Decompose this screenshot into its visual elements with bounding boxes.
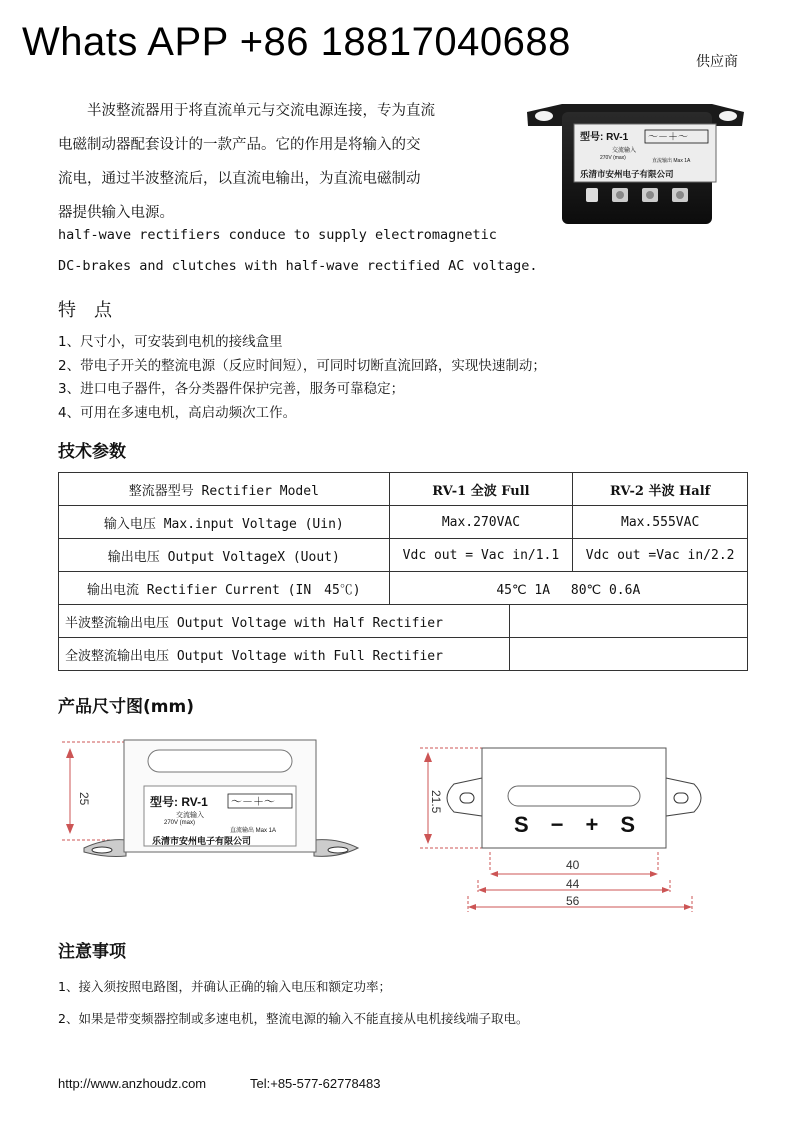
label-company: 乐清市安州电子有限公司 (580, 169, 674, 179)
intro-english-line1: half-wave rectifiers conduce to supply electromagnetic (58, 227, 497, 243)
intro-chinese (58, 94, 478, 230)
whatsapp-contact: Whats APP +86 18817040688 (22, 20, 571, 64)
table-cell (510, 638, 748, 671)
label-dc-output: 直流输出 Max 1A (652, 158, 691, 164)
footer-website-link[interactable]: http://www.anzhoudz.com (58, 1076, 207, 1091)
feature-item: 4、可用在多速电机，高启动频次工作。 (58, 404, 297, 421)
product-photo (522, 92, 747, 232)
notes-title: 注意事项 (58, 942, 126, 962)
dim-width-56: 56 (566, 894, 580, 908)
table-row (59, 605, 748, 638)
table-cell: 全波整流输出电压 Output Voltage with Full Rectifier (59, 638, 510, 671)
dim-width-40: 40 (566, 858, 580, 872)
table-cell: 输出电流 Rectifier Current (IN 45℃) (59, 572, 390, 605)
drawing-label-ac-voltage: 270V (max) (164, 820, 196, 826)
intro-english-line2: DC-brakes and clutches with half-wave rectified AC voltage. (58, 258, 538, 274)
dim-height-right: 21.5 (429, 790, 443, 814)
intro-cn-line: 器提供输入电源。 (58, 205, 174, 221)
label-ac-voltage: 270V (max) (600, 155, 626, 161)
feature-item: 2、带电子开关的整流电源（反应时间短），可同时切断直流回路，实现快速制动； (58, 357, 546, 374)
footer-phone: Tel:+85-577-62778483 (250, 1076, 381, 1091)
label-model: 型号: RV-1 (580, 132, 629, 143)
specs-table (58, 472, 748, 671)
feature-item: 1、尺寸小，可安装到电机的接线盒里 (58, 334, 283, 350)
table-cell: RV-2 半波 Half (573, 473, 748, 506)
table-row (59, 572, 748, 605)
drawing-label-terminals: ～－＋～ (231, 796, 275, 808)
specs-title: 技术参数 (58, 442, 126, 462)
table-cell: Vdc out = Vac in/1.1 (389, 539, 573, 572)
table-row (59, 473, 748, 506)
terminal-symbols: S − + S (514, 812, 636, 837)
feature-item: 3、进口电子器件，各分类器件保护完善，服务可靠稳定； (58, 381, 405, 397)
table-row (59, 638, 748, 671)
table-cell (510, 605, 748, 638)
label-ac-input: 交流输入 (612, 148, 637, 154)
intro-cn-line: 电磁制动器配套设计的一款产品。它的作用是将输入的交 (58, 137, 421, 153)
drawing-label-ac-input: 交流输入 (176, 812, 204, 819)
intro-cn-line: 流电，通过半波整流后，以直流电输出，为直流电磁制动 (58, 171, 421, 187)
dimensions-title: 产品尺寸图(mm) (58, 697, 194, 717)
table-cell: Vdc out =Vac in/2.2 (573, 539, 748, 572)
label-terminals: ～－＋～ (648, 132, 688, 143)
features-list (58, 331, 546, 425)
dimension-drawing-front (58, 730, 378, 870)
drawing-label-company: 乐清市安州电子有限公司 (152, 836, 252, 846)
table-row (59, 506, 748, 539)
table-cell: 输出电压 Output VoltageX (Uout) (59, 539, 390, 572)
intro-cn-line: 半波整流器用于将直流单元与交流电源连接，专为直流 (58, 103, 435, 119)
dim-height-left: 25 (77, 792, 91, 806)
table-cell: 整流器型号 Rectifier Model (59, 473, 390, 506)
table-cell: RV-1 全波 Full (389, 473, 573, 506)
note-item: 1、接入须按照电路图，并确认正确的输入电压和额定功率； (58, 979, 391, 994)
table-cell: 45℃ 1A 80℃ 0.6A (389, 572, 747, 605)
dimension-drawing-top (418, 740, 718, 915)
drawing-label-dc-output: 直流输出 Max 1A (230, 828, 277, 834)
features-title: 特 点 (58, 300, 112, 321)
table-cell: Max.555VAC (573, 506, 748, 539)
table-cell: Max.270VAC (389, 506, 573, 539)
table-row (59, 539, 748, 572)
dim-width-44: 44 (566, 877, 580, 891)
supplier-label: 供应商 (696, 54, 738, 70)
drawing-label-model: 型号: RV-1 (150, 795, 208, 809)
table-cell: 半波整流输出电压 Output Voltage with Half Rectifier (59, 605, 510, 638)
table-cell: 输入电压 Max.input Voltage (Uin) (59, 506, 390, 539)
note-item: 2、如果是带变频器控制或多速电机，整流电源的输入不能直接从电机接线端子取电。 (58, 1011, 529, 1026)
